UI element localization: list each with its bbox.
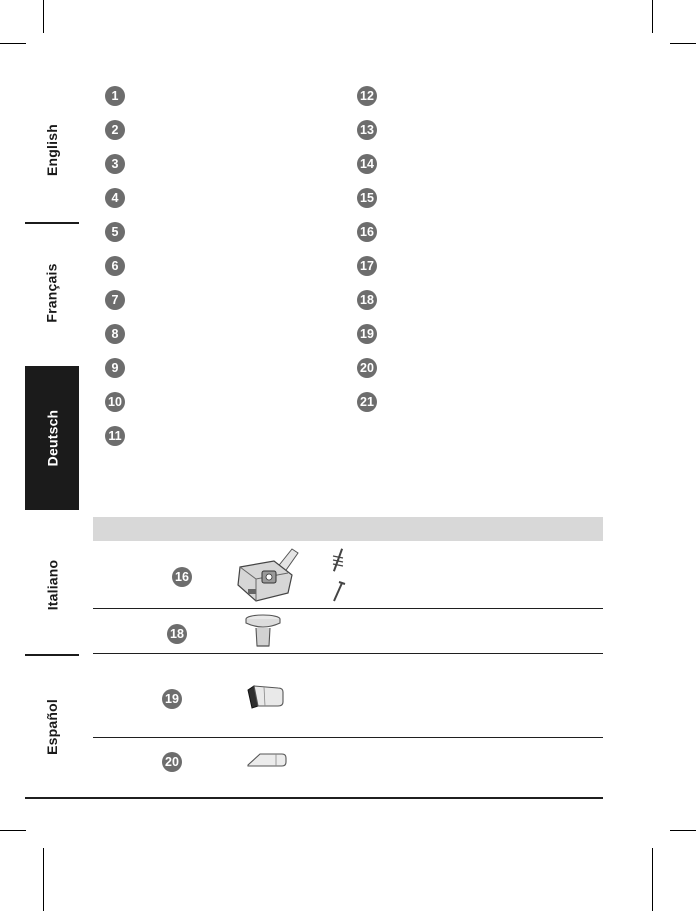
table-header (93, 517, 603, 541)
part-number-badge: 19 (357, 324, 377, 344)
tab-divider (25, 222, 79, 224)
table-divider (93, 653, 603, 654)
crop-mark (652, 848, 653, 911)
tab-italiano-label: Italiano (43, 559, 60, 611)
tab-francais-label: Français (44, 263, 60, 323)
roller-insert-icon (330, 579, 346, 603)
table-divider (93, 737, 603, 738)
tab-espanol[interactable] (25, 672, 79, 782)
crop-mark (670, 830, 696, 831)
part-number-badge: 7 (105, 290, 125, 310)
part-number-badge: 3 (105, 154, 125, 174)
tab-espanol-label: Español (44, 699, 61, 755)
page-footer-rule (25, 797, 603, 799)
part-number-badge: 17 (357, 256, 377, 276)
crop-mark (652, 0, 653, 33)
part-number-badge: 10 (105, 392, 125, 412)
tab-english-label: English (44, 124, 60, 176)
accessory-number-badge: 16 (172, 567, 192, 587)
part-number-badge: 6 (105, 256, 125, 276)
crop-mark (43, 848, 44, 911)
tab-deutsch[interactable] (25, 366, 79, 510)
part-number-badge: 16 (357, 222, 377, 242)
part-number-badge: 14 (357, 154, 377, 174)
part-number-badge: 20 (357, 358, 377, 378)
part-number-badge: 18 (357, 290, 377, 310)
tab-deutsch-label: Deutsch (44, 409, 61, 467)
tab-italiano[interactable] (25, 530, 79, 640)
crop-mark (0, 830, 26, 831)
part-number-badge: 9 (105, 358, 125, 378)
floor-brush-icon (234, 545, 302, 603)
part-number-badge: 11 (105, 426, 125, 446)
part-number-badge: 15 (357, 188, 377, 208)
tab-francais[interactable] (25, 238, 79, 348)
upholstery-nozzle-icon (244, 684, 286, 710)
table-divider (93, 608, 603, 609)
part-number-badge: 2 (105, 120, 125, 140)
part-number-badge: 21 (357, 392, 377, 412)
tab-english[interactable] (25, 95, 79, 205)
crop-mark (670, 43, 696, 44)
part-number-badge: 4 (105, 188, 125, 208)
accessory-number-badge: 18 (167, 624, 187, 644)
dusting-brush-icon (244, 614, 282, 650)
part-number-badge: 1 (105, 86, 125, 106)
brush-insert-icon (330, 548, 346, 572)
crop-mark (0, 43, 26, 44)
crop-mark (43, 0, 44, 33)
crevice-tool-icon (246, 751, 288, 769)
part-number-badge: 5 (105, 222, 125, 242)
part-number-badge: 8 (105, 324, 125, 344)
accessory-number-badge: 20 (162, 752, 182, 772)
part-number-badge: 12 (357, 86, 377, 106)
part-number-badge: 13 (357, 120, 377, 140)
accessory-number-badge: 19 (162, 689, 182, 709)
tab-divider (25, 654, 79, 656)
